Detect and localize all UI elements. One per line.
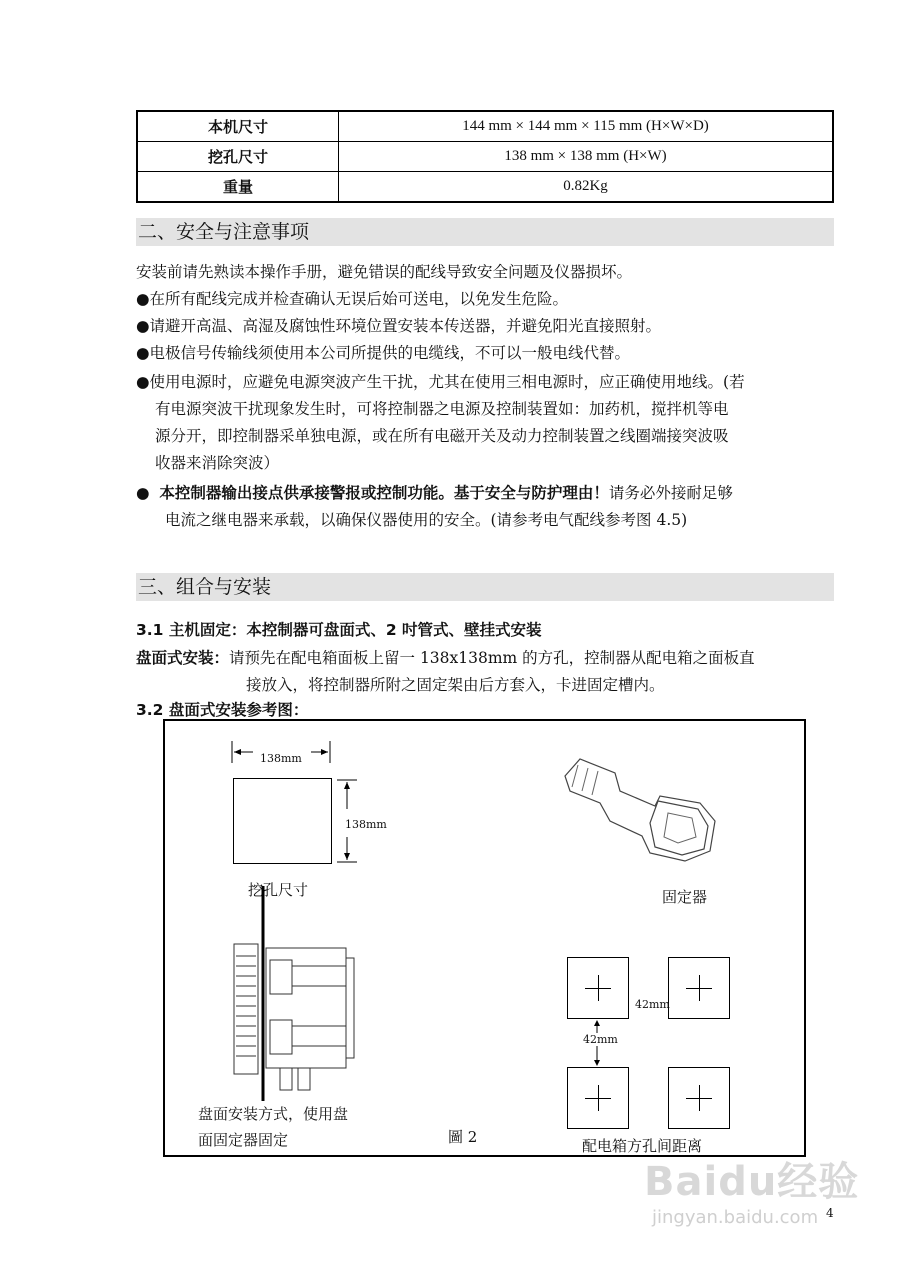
cutout-label: 挖孔尺寸 <box>248 881 309 899</box>
watermark-brand: Baidu经验 <box>644 1159 860 1205</box>
section-heading-install: 三、组合与安装 <box>136 573 834 601</box>
fixer-bracket-icon <box>560 751 730 866</box>
panel-hole-square <box>567 957 629 1019</box>
watermark <box>644 1150 859 1228</box>
safety-bullet-cont: 收器来消除突波） <box>155 454 280 472</box>
table-row <box>137 142 833 172</box>
panel-mount-text <box>136 648 755 668</box>
safety-bullet-cont: 源分开，即控制器采单独电源，或在所有电磁开关及动力控制装置之线圈端接突波吸 <box>155 427 729 445</box>
panel-line2: 接放入，将控制器所附之固定架由后方套入，卡进固定槽内。 <box>246 676 665 694</box>
mount-label-1: 盘面安装方式，使用盘 <box>198 1105 349 1123</box>
panel-hole-square <box>567 1067 629 1129</box>
spec-value: 0.82Kg <box>339 172 834 203</box>
watermark-url: jingyan.baidu.com <box>652 1207 819 1228</box>
safety-intro: 安装前请先熟读本操作手册，避免错误的配线导致安全问题及仪器损坏。 <box>136 263 633 281</box>
fixer-label: 固定器 <box>662 888 708 906</box>
safety-bullet: ●在所有配线完成并检查确认无误后始可送电，以免发生危险。 <box>136 290 569 308</box>
mount-label-2: 面固定器固定 <box>198 1131 289 1149</box>
safety-bullet: ●请避开高温、高湿及腐蚀性环境位置安装本传送器，并避免阳光直接照射。 <box>136 317 662 335</box>
bullet-mark: ● <box>136 484 150 502</box>
spec-table <box>136 110 834 203</box>
spec-label: 重量 <box>137 172 339 203</box>
safety-bullet: ●电极信号传输线须使用本公司所提供的电缆线，不可以一般电线代替。 <box>136 344 631 362</box>
cutout-square <box>233 778 332 864</box>
spec-label: 挖孔尺寸 <box>137 142 339 172</box>
controller-side-view-icon <box>230 886 360 1101</box>
panel-hole-square <box>668 1067 730 1129</box>
install-32: 3.2 盘面式安装参考图： <box>136 701 309 719</box>
panel-label: 盘面式安装： <box>136 649 230 667</box>
panel-line1: 请预先在配电箱面板上留一 138x138mm 的方孔，控制器从配电箱之面板直 <box>229 649 755 667</box>
panel-hole-square <box>668 957 730 1019</box>
spacing-label: 配电箱方孔间距离 <box>582 1137 703 1155</box>
h-spacing-label: 42mm <box>635 998 670 1011</box>
spec-value: 138 mm × 138 mm (H×W) <box>339 142 834 172</box>
install-diagram <box>163 719 806 1157</box>
table-row <box>137 172 833 203</box>
install-31: 3.1 主机固定：本控制器可盘面式、2 吋管式、壁挂式安装 <box>136 621 542 639</box>
safety-bullet: ●使用电源时，应避免电源突波产生干扰，尤其在使用三相电源时，应正确使用地线。(若 <box>136 373 745 391</box>
safety-bullet-cont: 有电源突波干扰现象发生时，可将控制器之电源及控制装置如：加药机，搅拌机等电 <box>155 400 729 418</box>
safety-bullet-warning <box>136 480 733 506</box>
safety-bullet-cont: 电流之继电器来承载，以确保仪器使用的安全。(请参考电气配线参考图 4.5) <box>165 511 688 529</box>
page-number: 4 <box>826 1206 834 1220</box>
warning-rest: 请务必外接耐足够 <box>608 484 733 502</box>
figure-label: 圖 2 <box>448 1128 478 1146</box>
width-dim-label: 138mm <box>260 752 302 765</box>
spec-label: 本机尺寸 <box>137 111 339 142</box>
v-spacing-label: 42mm <box>583 1033 618 1046</box>
height-dim-label: 138mm <box>345 818 387 831</box>
section-heading-safety: 二、安全与注意事项 <box>136 218 834 246</box>
table-row <box>137 111 833 142</box>
warning-bold: 本控制器输出接点供承接警报或控制功能。基于安全与防护理由！ <box>159 484 609 502</box>
spec-value: 144 mm × 144 mm × 115 mm (H×W×D) <box>339 111 834 142</box>
